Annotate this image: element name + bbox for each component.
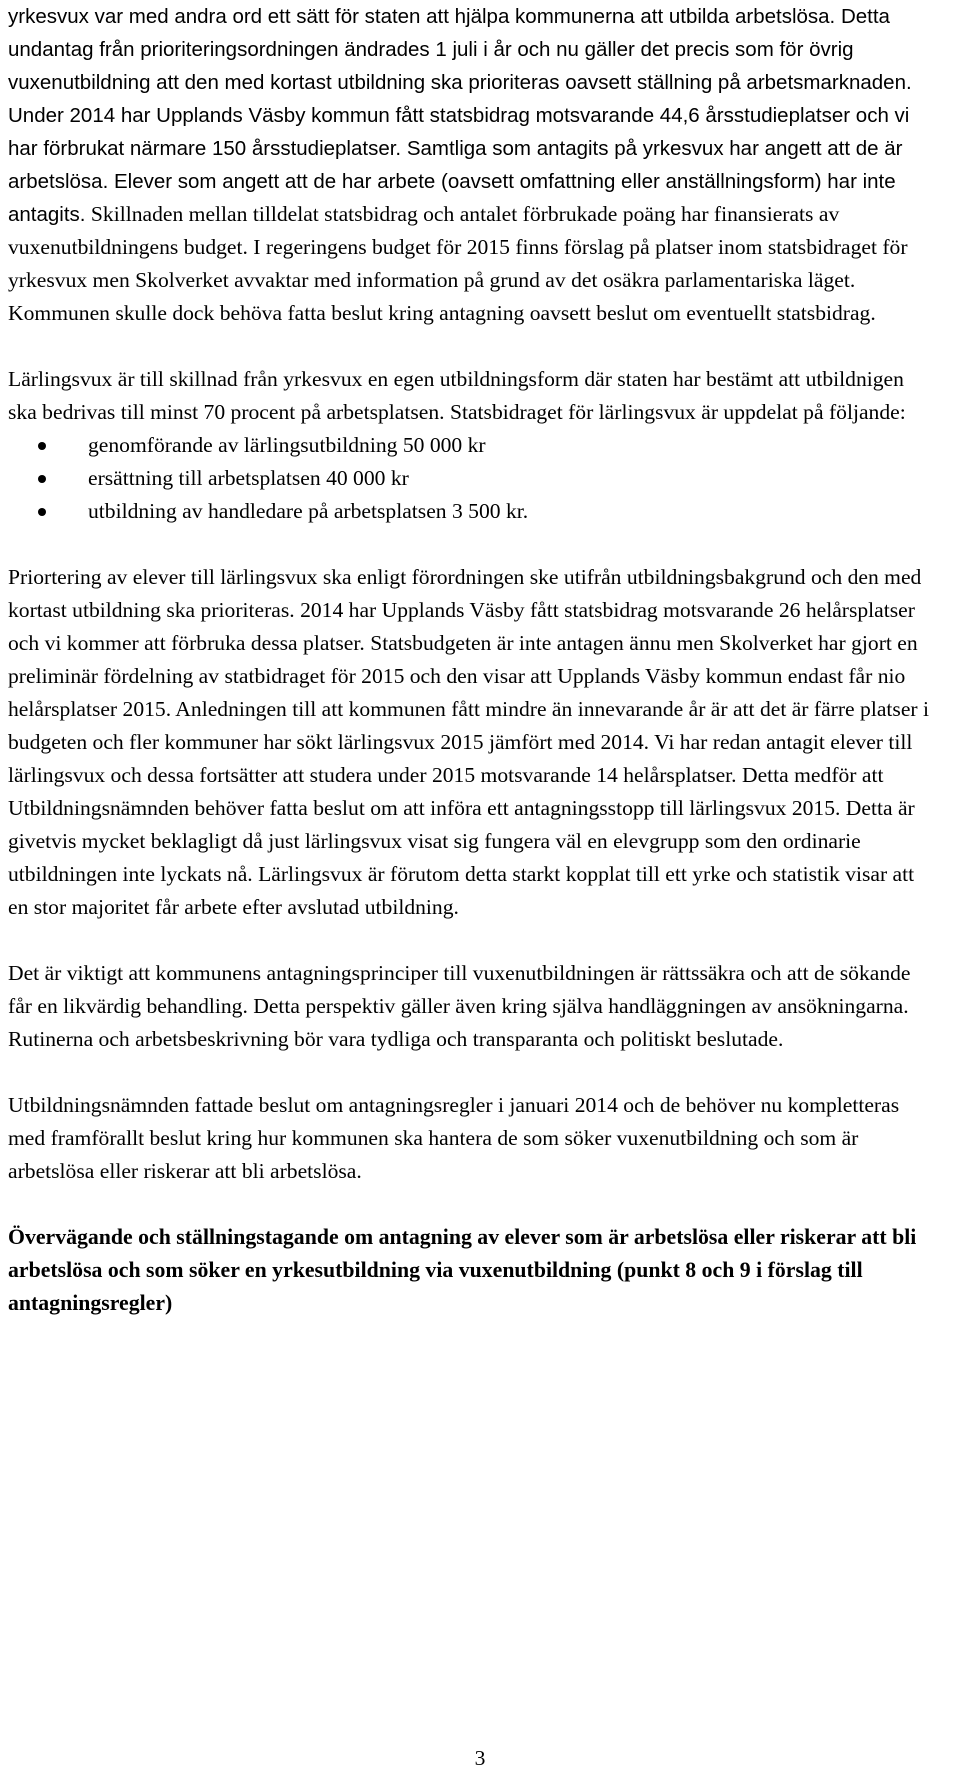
paragraph-antagningsregler: Utbildningsnämnden fattade beslut om antagningsregler i januari 2014 och de behöver nu kompletteras med framförallt beslut kring hur kommunen ska hantera de som söker vuxenutbildning och som är arbetslösa eller riskerar att bli arbetslösa. <box>8 1093 900 1183</box>
section-heading: Övervägande och ställningstagande om antagning av elever som är arbetslösa eller riskerar att bli arbetslösa och som söker en yrkesutbildning via vuxenutbildning (punkt 8 och 9 i förslag till antagningsregler) <box>8 1225 917 1315</box>
bullet-icon <box>38 475 46 483</box>
paragraph-larlingsvux: Lärlingsvux är till skillnad från yrkesvux en egen utbildningsform där staten har bestämt att utbildnigen ska bedrivas till minst 70 procent på arbetsplatsen. Statsbidraget för lärlingsvux är uppdelat på följande: <box>8 367 906 424</box>
bullet-text: genomförande av lärlingsutbildning 50 000 kr <box>88 433 486 457</box>
bullet-text: utbildning av handledare på arbetsplatsen 3 500 kr. <box>88 499 529 523</box>
paragraph-spacer <box>8 1056 933 1089</box>
bullet-item <box>8 495 933 528</box>
bullet-text: ersättning till arbetsplatsen 40 000 kr <box>88 466 409 490</box>
paragraph-prioritering: Priortering av elever till lärlingsvux ska enligt förordningen ske utifrån utbildningsbakgrund och den med kortast utbildning ska prioriteras. 2014 har Upplands Väsby fått statsbidrag motsvarande 26 helårsplatser och vi kommer att förbruka dessa platser. Statsbudgeten är inte antagen ännu men Skolverket har gjort en preliminär fördelning av statbidraget för 2015 och den visar att Upplands Väsby kommun endast får nio helårsplatser 2015. Anledningen till att kommunen fått mindre än innevarande år är att det är färre platser i budgeten och fler kommuner har sökt lärlingsvux 2015 jämfört med 2014. Vi har redan antagit elever till lärlingsvux och dessa fortsätter att studera under 2015 motsvarande 14 helårsplatser. Detta medför att Utbildningsnämnden behöver fatta beslut om att införa ett antagningsstopp till lärlingsvux 2015. Detta är givetvis mycket beklagligt då just lärlingsvux visat sig fungera väl en elevgrupp som den ordinarie utbildningen inte lyckats nå. Lärlingsvux är förutom detta starkt kopplat till ett yrke och statistik visar att en stor majoritet får arbete efter avslutad utbildning. <box>8 565 929 919</box>
document-page <box>8 0 933 1320</box>
paragraph-yrkesvux-part2: Skillnaden mellan tilldelat statsbidrag och antalet förbrukade poäng har finansierats av vuxenutbildningens budget. I regeringens budget för 2015 finns förslag på platser inom statsbidraget för yrkesvux men Skolverket avvaktar med information på grund av det osäkra parlamentariska läget. Kommunen skulle dock behöva fatta beslut kring antagning oavsett beslut om eventuellt statsbidrag. <box>8 202 908 325</box>
page-number: 3 <box>474 1746 486 1770</box>
paragraph-antagningsprinciper: Det är viktigt att kommunens antagningsprinciper till vuxenutbildningen är rättssäkra och att de sökande får en likvärdig behandling. Detta perspektiv gäller även kring själva handläggningen av ansökningarna. Rutinerna och arbetsbeskrivning bör vara tydliga och transparanta och politiskt beslutade. <box>8 961 911 1051</box>
paragraph-spacer <box>8 330 933 363</box>
bullet-icon <box>38 508 46 516</box>
bullet-item <box>8 462 933 495</box>
paragraph-yrkesvux <box>8 0 933 330</box>
paragraph-spacer <box>8 528 933 561</box>
statsbidrag-bullet-list <box>8 429 933 528</box>
paragraph-spacer <box>8 924 933 957</box>
bullet-icon <box>38 442 46 450</box>
bullet-item <box>8 429 933 462</box>
paragraph-yrkesvux-part1: yrkesvux var med andra ord ett sätt för staten att hjälpa kommunerna att utbilda arbetslösa. Detta undantag från prioriteringsordningen ändrades 1 juli i år och nu gäller det precis som för övrig vuxenutbildning att den med kortast utbildning ska prioriteras oavsett ställning på arbetsmarknaden. Under 2014 har Upplands Väsby kommun fått statsbidrag motsvarande 44,6 årsstudieplatser och vi har förbrukat närmare 150 årsstudieplatser. Samtliga som antagits på yrkesvux har angett att de är arbetslösa. Elever som angett att de har arbete (oavsett omfattning eller anställningsform) har inte antagits. <box>8 5 912 226</box>
paragraph-spacer <box>8 1188 933 1221</box>
